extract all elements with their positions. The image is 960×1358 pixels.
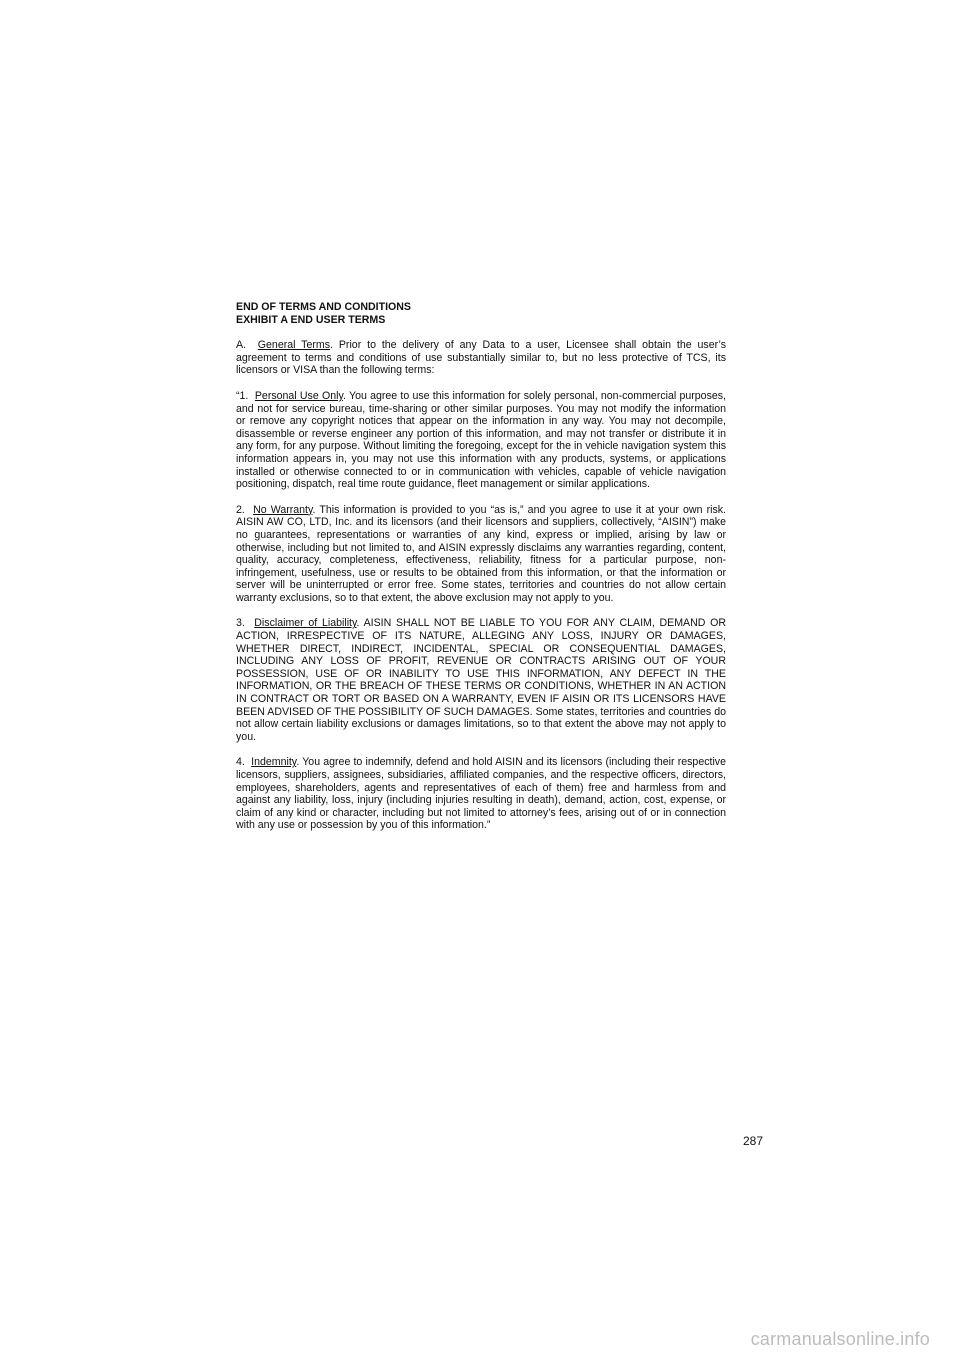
section-a-paragraph bbox=[236, 339, 726, 377]
terms-content bbox=[236, 301, 726, 832]
section-a-number: A. bbox=[236, 339, 247, 352]
clause-3-paragraph bbox=[236, 617, 726, 743]
clause-1-number: “1. bbox=[236, 389, 249, 402]
clause-1-text: . You agree to use this information for solely personal, non-commercial purposes, and not for service bureau, time-sharing or other similar purposes. You may not modify the information or remove any copyright notices that appear on the information in any way. You may not decompile, disassemble or reverse engineer any portion of this information, and may not transfer or distribute it in any form, for any purpose. Without limiting the foregoing, except for the in vehicle navigation system this information appears in, you may not use this information with any products, systems, or applications installed or otherwise connected to or in communication with vehicles, capable of vehicle navigation positioning, dispatch, real time route guidance, fleet management or similar applications. bbox=[236, 389, 727, 491]
clause-2-text: . This information is provided to you “as is,” and you agree to use it at your own risk. AISIN AW CO, LTD, Inc. and its licensors (and their licensors and suppliers, collectively, “AISIN”) make no guarantees, representations or warranties of any kind, express or implied, arising by law or otherwise, including but not limited to, and AISIN expressly disclaims any warranties regarding, content, quality, accuracy, completeness, effectiveness, reliability, fitness for a particular purpose, non-infringement, usefulness, use or results to be obtained from this information, or that the information or server will be uninterrupted or error free. Some states, territories and countries do not allow certain warranty exclusions, so to that extent, the above exclusion may not apply to you. bbox=[236, 503, 726, 604]
clause-2-term: No Warranty bbox=[253, 503, 313, 516]
clause-3-text: . AISIN SHALL NOT BE LIABLE TO YOU FOR ANY CLAIM, DEMAND OR ACTION, IRRESPECTIVE OF ITS NATURE, ALLEGING ANY LOSS, INJURY OR DAMAGES, WHETHER DIRECT, INDIRECT, INCIDENTAL, SPECIAL OR CONSEQUENTIAL DAMAGES, INCLUDING ANY LOSS OF PROFIT, REVENUE OR CONTRACTS ARISING OUT OF YOUR POSSESSION, USE OF OR INABILITY TO USE THIS INFORMATION, ANY DEFECT IN THE INFORMATION, OR THE BREACH OF THESE TERMS OR CONDITIONS, WHETHER IN AN ACTION IN CONTRACT OR TORT OR BASED ON A WARRANTY, EVEN IF AISIN OR ITS LICENSORS HAVE BEEN ADVISED OF THE POSSIBILITY OF SUCH DAMAGES. Some states, territories and countries do not allow certain liability exclusions or damages limitations, so to that extent the above may not apply to you. bbox=[236, 617, 726, 743]
clause-4-text: . You agree to indemnify, defend and hold AISIN and its licensors (including their respective licensors, suppliers, assignees, subsidiaries, affiliated companies, and the respective officers, directors, employees, shareholders, agents and representatives of each of them) free and harmless from and against any liability, loss, injury (including injuries resulting in death), demand, action, cost, expense, or claim of any kind or character, including but not limited to attorney’s fees, arising out of or in connection with any use or possession by you of this information.” bbox=[236, 756, 726, 832]
clause-2-paragraph bbox=[236, 504, 726, 605]
clause-2-number: 2. bbox=[236, 503, 245, 516]
heading-end-of-terms: END OF TERMS AND CONDITIONS bbox=[236, 301, 411, 313]
watermark: carmanualsonline.info bbox=[750, 1329, 930, 1349]
clause-1-paragraph bbox=[236, 390, 726, 491]
section-a-term: General Terms bbox=[257, 339, 331, 352]
clause-1-term: Personal Use Only bbox=[254, 389, 343, 402]
page-number: 287 bbox=[743, 1134, 764, 1148]
clause-4-term: Indemnity bbox=[251, 756, 297, 769]
clause-4-number: 4. bbox=[236, 756, 245, 769]
clause-4-paragraph bbox=[236, 756, 726, 832]
clause-3-number: 3. bbox=[236, 617, 245, 630]
clause-3-term: Disclaimer of Liability bbox=[254, 617, 357, 630]
section-a-text: . Prior to the delivery of any Data to a user, Licensee shall obtain the user’s agreement to terms and conditions of use substantially similar to, but no less protective of TCS, its licensors or VISA than the following terms: bbox=[236, 339, 726, 377]
heading-exhibit-a: EXHIBIT A END USER TERMS bbox=[236, 313, 386, 326]
